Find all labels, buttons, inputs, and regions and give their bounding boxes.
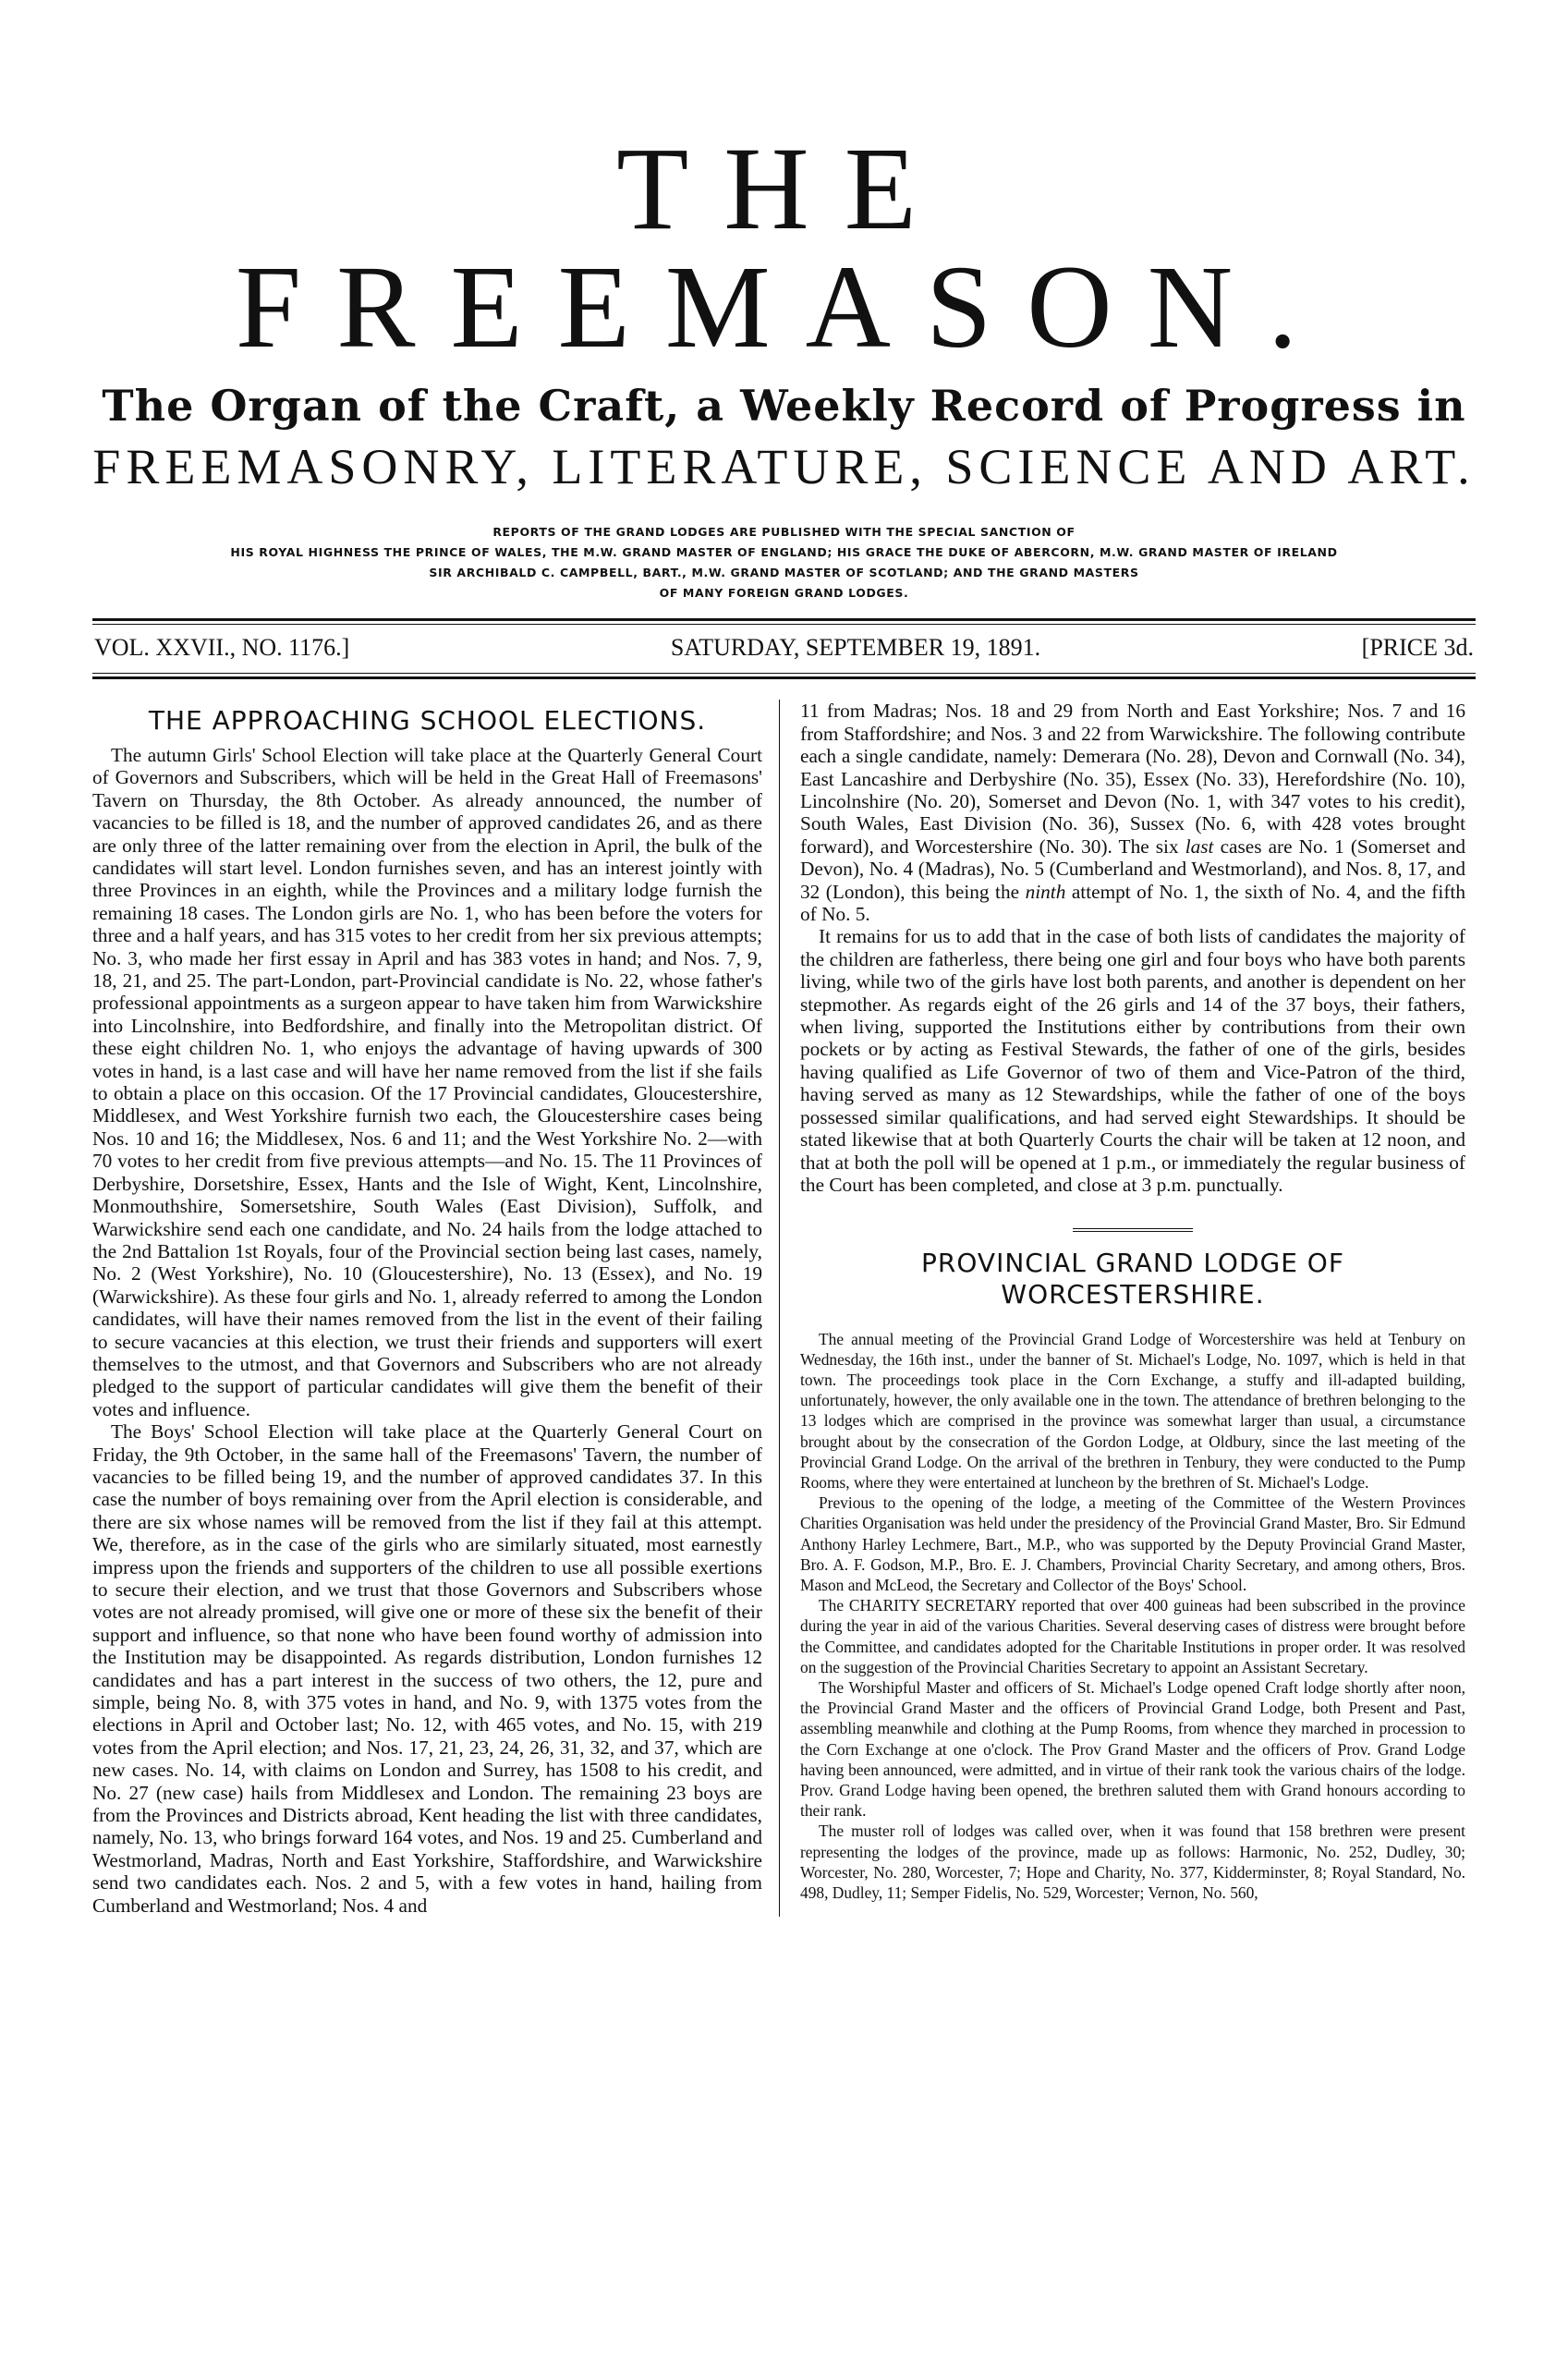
dateline — [92, 625, 1476, 662]
paragraph: The autumn Girls' School Election will take place at the Quarterly General Court of Governors and Subscribers, which will be held in the Great Hall of Freemasons' Tavern on Thursday, the 8th October. As already announced, the number of vacancies to be filled is 18, and the number of approved candidates 26, and as there are only three of the latter remaining over from the election in April, the bulk of the candidates will start level. London furnishes seven, and has an interest jointly with three Provinces in an eighth, while the Provinces and a military lodge furnish the remaining 18 cases. The London girls are No. 1, who has been before the voters for three and a half years, and has 315 votes to her credit from her six previous attempts; No. 3, who made her first essay in April and has 383 votes in hand; and Nos. 7, 9, 18, 21, and 25. The part-London, part-Provincial candidate is No. 22, whose father's professional appointments as a surgeon appear to have taken him from Warwickshire into Lincolnshire, into Bedfordshire, and finally into the Metropolitan district. Of these eight children No. 1, who enjoys the advantage of having upwards of 300 votes in hand, is a last case and will have her name removed from the list if she fails to obtain a place on this occasion. Of the 17 Provincial candidates, Gloucestershire, Middlesex, and West Yorkshire furnish two each, the Gloucestershire cases being Nos. 10 and 16; the Middlesex, Nos. 6 and 11; and the West Yorkshire No. 2—with 70 votes to her credit from five previous attempts—and No. 15. The 11 Provinces of Derbyshire, Dorsetshire, Essex, Hants and the Isle of Wight, Kent, Lincolnshire, Monmouthshire, Somersetshire, South Wales (East Division), Suffolk, and Warwickshire send each one candidate, and No. 24 hails from the lodge attached to the 2nd Battalion 1st Royals, four of the Provincial section being last cases, namely, No. 2 (West Yorkshire), No. 10 (Gloucestershire), No. 13 (Essex), and No. 19 (Warwickshire). As these four girls and No. 1, already referred to among the London candidates, will have their names removed from the list in the event of their failing to secure vacancies at this election, we trust their friends and supporters will exert themselves to the utmost, and that Governors and Subscribers who are not already pledged to the support of particular candidates will give them the benefit of their votes and influence. — [92, 743, 762, 1420]
section-separator — [800, 1220, 1465, 1237]
sanction-line-1: REPORTS OF THE GRAND LODGES ARE PUBLISHED WITH THE SPECIAL SANCTION OF — [492, 525, 1076, 540]
heading-line-2: WORCESTERSHIRE. — [1001, 1278, 1265, 1310]
italic-text: ninth — [1025, 880, 1066, 903]
paragraph-continued — [800, 700, 1465, 925]
text-run: attempt of No. 1, the sixth of No. 4, and the fifth of No. 5. — [800, 880, 1465, 926]
masthead-subtitle-topics: FREEMASONRY, LITERATURE, SCIENCE AND ART. — [92, 439, 1476, 494]
sanction-line-4: OF MANY FOREIGN GRAND LODGES. — [659, 586, 909, 601]
italic-text: last — [1185, 835, 1214, 858]
paragraph: It remains for us to add that in the case of both lists of candidates the majority of the children are fatherless, there being one girl and four boys who have both parents living, while two of the girls have lost both parents, and another is dependent on her stepmother. As regards eight of the 26 girls and 14 of the 37 boys, their fathers, when living, supported the Institutions either by contributions from their own pockets or by acting as Festival Stewards, the father of one of the girls, besides having qualified as Life Governor of two of them and Vice-Patron of the third, having served as many as 12 Stewardships, while the father of one of the boys possessed similar qualifications, and had served eight Stewardships. It should be stated likewise that at both Quarterly Courts the chair will be taken at 12 noon, and that at both the poll will be opened at 1 p.m., or immediately the regular business of the Court has been completed, and close at 3 p.m. punctually. — [800, 925, 1465, 1196]
article-heading-worcestershire — [800, 1248, 1465, 1310]
masthead-rule — [92, 618, 1476, 621]
dateline-rule-thick — [92, 676, 1476, 679]
left-column — [92, 700, 779, 1917]
section-rule — [1073, 1228, 1193, 1232]
issue-price: [PRICE 3d. — [1361, 634, 1474, 662]
issue-date: SATURDAY, SEPTEMBER 19, 1891. — [670, 634, 1041, 662]
paragraph: Previous to the opening of the lodge, a meeting of the Committee of the Western Provinces Charities Organisation was held under the presidency of the Provincial Grand Master, Bro. Sir Edmund Anthony Harley Lechmere, Bart., M.P., who was supported by the Deputy Provincial Grand Master, Bro. A. F. Godson, M.P., Bro. E. J. Chambers, Provincial Charity Secretary, and among others, Bros. Mason and McLeod, the Secretary and Collector of the Boys' School. — [800, 1493, 1465, 1594]
right-column — [780, 700, 1465, 1917]
sanction-line-3: SIR ARCHIBALD C. CAMPBELL, BART., M.W. GRAND MASTER OF SCOTLAND; AND THE GRAND MASTERS — [429, 566, 1139, 580]
heading-line-1: PROVINCIAL GRAND LODGE OF — [921, 1248, 1344, 1279]
masthead-subtitle: The Organ of the Craft, a Weekly Record of Progress in — [102, 381, 1466, 431]
paragraph: The Worshipful Master and officers of St. Michael's Lodge opened Craft lodge shortly after noon, the Provincial Grand Master and the officers of Provincial Grand Lodge, both Present and Past, assembling meanwhile and clothing at the Pump Rooms, from whence they marched in procession to the Corn Exchange at one o'clock. The Prov Grand Master and the officers of Prov. Grand Lodge having been announced, were admitted, and in virtue of their rank took the various chairs of the lodge. Prov. Grand Lodge having been opened, the brethren saluted them with Grand honours according to their rank. — [800, 1677, 1465, 1821]
paragraph: The muster roll of lodges was called over, when it was found that 158 brethren were present representing the lodges of the province, made up as follows: Harmonic, No. 252, Dudley, 30; Worcester, No. 280, Worcester, 7; Hope and Charity, No. 377, Kidderminster, 8; Royal Standard, No. 498, Dudley, 11; Semper Fidelis, No. 529, Worcester; Vernon, No. 560, — [800, 1822, 1465, 1902]
volume-number: VOL. XXVII., NO. 1176.] — [94, 634, 350, 662]
paragraph: The annual meeting of the Provincial Grand Lodge of Worcestershire was held at Tenbury on Wednesday, the 16th inst., under the banner of St. Michael's Lodge, No. 1097, which is held in that town. The proceedings took place in the Corn Exchange, a stuffy and ill-adapted building, unfortunately, however, the only available one in the town. The attendance of brethren belonging to the 13 lodges which are comprised in the province was somewhat larger than usual, a circumstance brought about by the consecration of the Gordon Lodge, at Oldbury, since the last meeting of the Provincial Grand Lodge. On the arrival of the brethren in Tenbury, they were conducted to the Pump Rooms, where they were entertained at luncheon by the brethren of St. Michael's Lodge. — [800, 1329, 1465, 1492]
paragraph: The CHARITY SECRETARY reported that over 400 guineas had been subscribed in the province during the year in aid of the various Charities. Several deserving cases of distress were brought before the Committee, and candidates adopted for the Charitable Institutions in proper order. It was resolved on the suggestion of the Provincial Charities Secretary to appoint an Assistant Secretary. — [800, 1596, 1465, 1676]
dateline-rule-thin — [92, 673, 1476, 674]
article-heading-school-elections: THE APPROACHING SCHOOL ELECTIONS. — [148, 705, 707, 737]
text-run: 11 from Madras; Nos. 18 and 29 from North and East Yorkshire; Nos. 7 and 16 from Staffordshire; and Nos. 3 and 22 from Warwickshire. The following contribute each a single candidate, namely: Demerara (No. 28), Devon and Cornwall (No. 34), East Lancashire and Derbyshire (No. 35), Essex (No. 33), Herefordshire (No. 10), Lincolnshire (No. 20), Somerset and Devon (No. 1, with 347 votes to his credit), South Wales, East Division (No. 36), Sussex (No. 6, with 428 votes brought forward), and Worcestershire (No. 30). The six — [800, 700, 1465, 858]
sanction-line-2: HIS ROYAL HIGHNESS THE PRINCE OF WALES, THE M.W. GRAND MASTER OF ENGLAND; HIS GRACE THE DUKE OF ABERCORN, M.W. GRAND MASTER OF IRELAND — [230, 545, 1338, 560]
text-run: cases are No. 1 (Somerset and Devon), No. 4 (Madras), No. 5 (Cumberland and Westmorland), and Nos. 8, 17, and 32 (London), this being the — [800, 835, 1466, 903]
spacer — [800, 1318, 1465, 1329]
article-columns — [92, 700, 1476, 1917]
paragraph: The Boys' School Election will take place at the Quarterly General Court on Friday, the 9th October, in the same hall of the Freemasons' Tavern, the number of vacancies to be filled being 19, and the number of approved candidates 37. In this case the number of boys remaining over from the April election is considerable, and there are six whose names will be removed from the list if they fail at this attempt. We, therefore, as in the case of the girls who are similarly situated, most earnestly impress upon the friends and supporters of the children to use all possible exertions to secure their election, and we trust that those Governors and Subscribers whose votes are not already promised, will give one or more of these six the benefit of their support and influence, so that none who have been found worthy of admission into the Institution may be disappointed. As regards distribution, London furnishes 12 candidates and has a part interest in the success of two others, the 12, pure and simple, being No. 8, with 375 votes in hand, and No. 9, with 1375 votes from the elections in April and October last; No. 12, with 465 votes, and No. 15, with 219 votes from the April election; and Nos. 17, 21, 23, 24, 26, 31, 32, and 37, which are new cases. No. 14, with claims on London and Surrey, has 1508 to his credit, and No. 27 (new case) hails from Middlesex and London. The remaining 23 boys are from the Provinces and Districts abroad, Kent heading the list with three candidates, namely, No. 13, who brings forward 164 votes, and Nos. 19 and 25. Cumberland and Westmorland, Madras, North and East Yorkshire, Staffordshire, and Warwickshire send two candidates each. Nos. 2 and 5, with a few votes in hand, hailing from Cumberland and Westmorland; Nos. 4 and — [92, 1420, 762, 1917]
sanction-notice — [92, 522, 1476, 603]
masthead-title: THE FREEMASON. — [235, 123, 1333, 372]
